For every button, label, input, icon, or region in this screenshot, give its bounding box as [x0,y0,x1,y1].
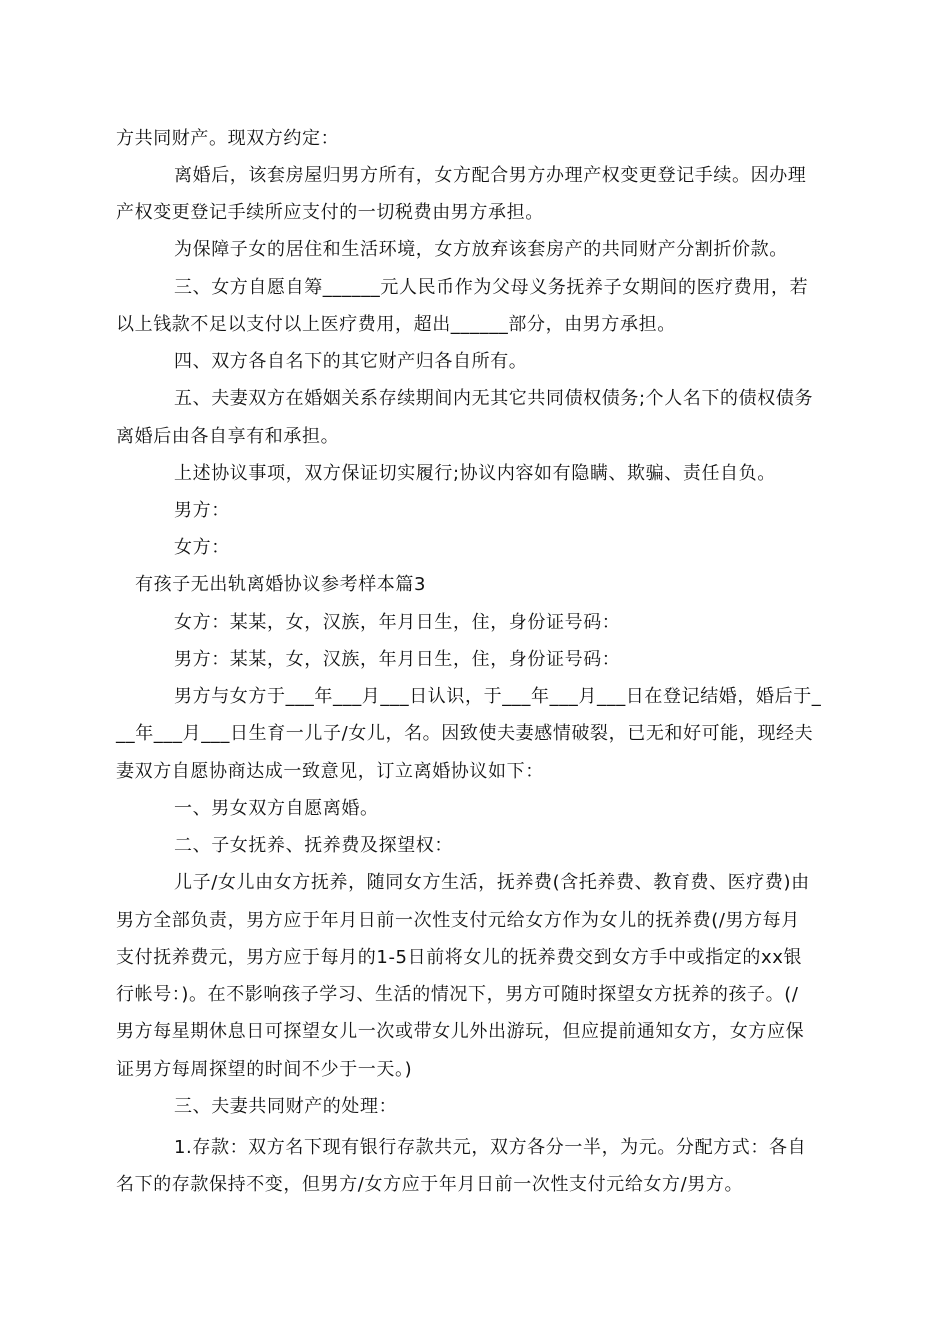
text-line: 女方：某某，女，汉族，年月日生，住，身份证号码： [174,612,621,633]
text-line: 一、男女双方自愿离婚。 [174,798,379,819]
text-line: 男方全部负责，男方应于年月日前一次性支付元给女方作为女儿的抚养费(/男方每月 [116,910,800,931]
text-line: 男方每星期休息日可探望女儿一次或带女儿外出游玩，但应提前通知女方，女方应保 [116,1021,805,1042]
text-line: 为保障子女的居住和生活环境，女方放弃该套房产的共同财产分割折价款。 [174,239,788,260]
section-heading: 有孩子无出轨离婚协议参考样本篇3 [135,574,427,595]
text-line: 三、夫妻共同财产的处理： [174,1096,398,1117]
text-line: __年___月___日生育一儿子/女儿，名。因致使夫妻感情破裂，已无和好可能，现经夫 [116,723,814,744]
signature-label-woman: 女方： [174,537,230,558]
text-line: 男方与女方于___年___月___日认识，于___年___月___日在登记结婚，婚后于_ [174,686,822,707]
text-line: 上述协议事项，双方保证切实履行;协议内容如有隐瞒、欺骗、责任自负。 [174,463,776,484]
text-line: 1.存款：双方名下现有银行存款共元，双方各分一半，为元。分配方式：各自 [174,1137,807,1158]
text-line: 方共同财产。现双方约定： [116,128,340,149]
text-line: 三、女方自愿自筹______元人民币作为父母义务抚养子女期间的医疗费用，若 [174,277,809,298]
text-line: 行帐号：)。在不影响孩子学习、生活的情况下，男方可随时探望女方抚养的孩子。(/ [116,984,799,1005]
text-line: 名下的存款保持不变，但男方/女方应于年月日前一次性支付元给女方/男方。 [116,1174,744,1195]
signature-label-man: 男方： [174,500,230,521]
text-line: 二、子女抚养、抚养费及探望权： [174,835,453,856]
text-line: 离婚后由各自享有和承担。 [116,426,340,447]
text-line: 以上钱款不足以支付以上医疗费用，超出______部分，由男方承担。 [116,314,676,335]
text-line: 产权变更登记手续所应支付的一切税费由男方承担。 [116,202,544,223]
text-line: 儿子/女儿由女方抚养，随同女方生活，抚养费(含托养费、教育费、医疗费)由 [174,872,810,893]
text-line: 证男方每周探望的时间不少于一天。) [116,1059,413,1080]
text-line: 男方：某某，女，汉族，年月日生，住，身份证号码： [174,649,621,670]
text-line: 四、双方各自名下的其它财产归各自所有。 [174,351,528,372]
text-line: 妻双方自愿协商达成一致意见，订立离婚协议如下： [116,761,544,782]
text-line: 离婚后，该套房屋归男方所有，女方配合男方办理产权变更登记手续。因办理 [174,165,807,186]
text-line: 五、夫妻双方在婚姻关系存续期间内无其它共同债权债务;个人名下的债权债务 [174,388,814,409]
text-line: 支付抚养费元，男方应于每月的1-5日前将女儿的抚养费交到女方手中或指定的xx银 [116,947,803,968]
